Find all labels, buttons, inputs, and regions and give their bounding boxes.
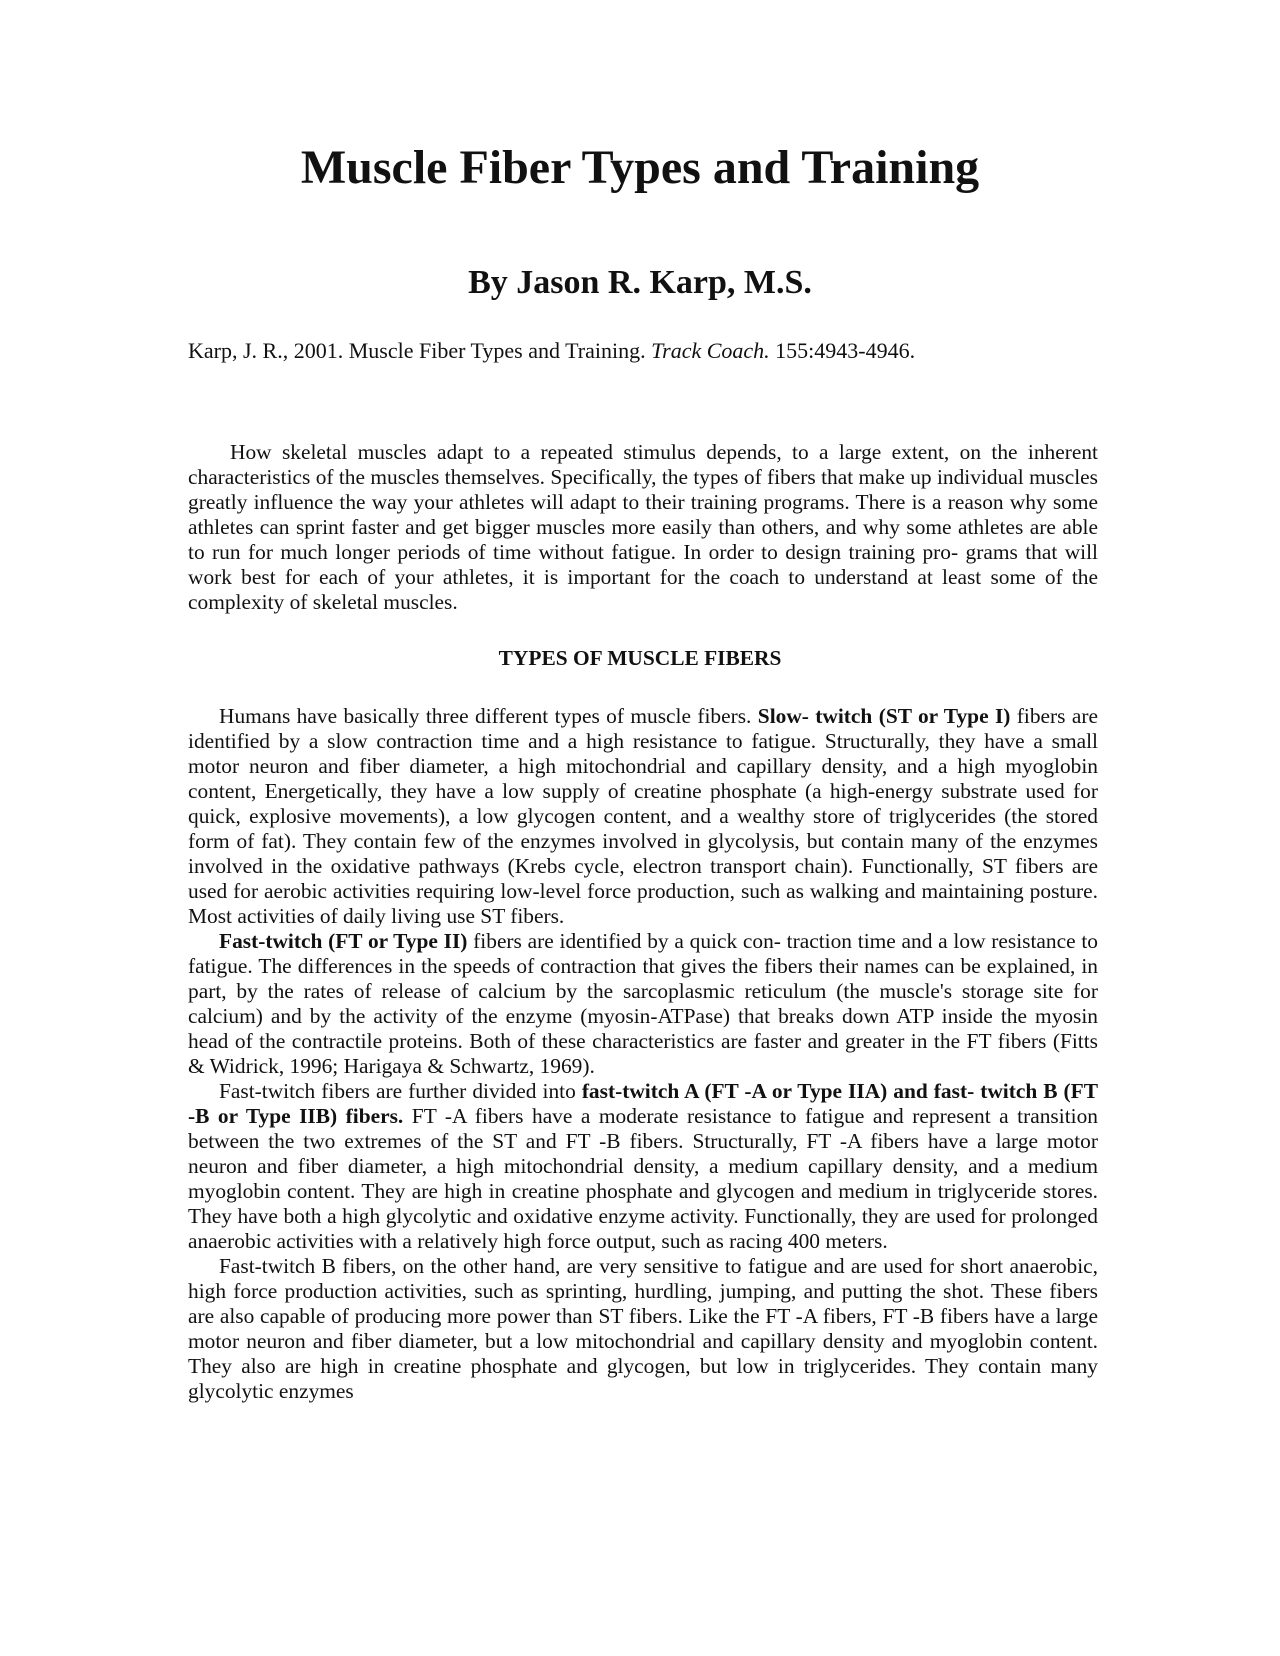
section-heading: TYPES OF MUSCLE FIBERS xyxy=(498,646,782,670)
paragraph-st-lead: Humans have basically three different types of muscle fibers. xyxy=(219,704,758,728)
paragraph-ft-rest: fibers are identified by a quick con- traction time and a low resistance to fatigue. The differences in the speeds of contraction that gives the fibers their names can be explained, in part, by the rates of release of calcium by the sarcoplasmic reticulum (the muscle's storage site for calcium) and by the activity of the enzyme (myosin-ATPase) that breaks down ATP inside the myosin head of the contractile proteins. Both of these characteristics are faster and greater in the FT fibers (Fitts & Widrick, 1996; Harigaya & Schwartz, 1969). xyxy=(188,929,1098,1078)
paragraph-fta-lead: Fast-twitch fibers are further divided into xyxy=(219,1079,582,1103)
body-paragraphs xyxy=(188,704,1098,1404)
citation xyxy=(188,338,915,364)
citation-prefix: Karp, J. R., 2001. Muscle Fiber Types and Training. xyxy=(188,338,652,363)
term-fast-twitch-subtypes: fast-twitch A (FT -A or Type IIA) and fast- twitch B (FT -B or Type IIB) fibers. xyxy=(188,1079,1098,1128)
paragraph-slow-twitch xyxy=(188,704,1098,929)
author-byline: By Jason R. Karp, M.S. xyxy=(468,264,812,301)
paragraph-fast-twitch xyxy=(188,929,1098,1079)
paragraph-fast-twitch-a xyxy=(188,1079,1098,1254)
paragraph-fast-twitch-b xyxy=(188,1254,1098,1404)
citation-journal: Track Coach. xyxy=(651,338,770,363)
term-slow-twitch: Slow- twitch (ST or Type I) xyxy=(757,704,1011,728)
citation-suffix: 155:4943-4946. xyxy=(769,338,916,363)
paragraph-fta-rest: FT -A fibers have a moderate resistance to fatigue and represent a transition between the two extremes of the ST and FT -B fibers. Structurally, FT -A fibers have a large motor neuron and fiber diameter, a high mitochondrial density, a medium capillary density, and a medium myoglobin content. They are high in creatine phosphate and glycogen and medium in triglyceride stores. They have both a high glycolytic and oxidative enzyme activity. Functionally, they are used for prolonged anaerobic activities with a relatively high force output, such as racing 400 meters. xyxy=(188,1104,1098,1253)
term-fast-twitch: Fast-twitch (FT or Type II) xyxy=(219,929,468,953)
paragraph-st-rest: fibers are identified by a slow contraction time and a high resistance to fatigue. Structurally, they have a small motor neuron and fiber diameter, a high mitochondrial and capillary density, and a high myoglobin content, Energetically, they have a low supply of creatine phosphate (a high-energy substrate used for quick, explosive movements), a low glycogen content, and a wealthy store of triglycerides (the stored form of fat). They contain few of the enzymes involved in glycolysis, but contain many of the enzymes involved in the oxidative pathways (Krebs cycle, electron transport chain). Functionally, ST fibers are used for aerobic activities requiring low-level force production, such as walking and maintaining posture. Most activities of daily living use ST fibers. xyxy=(188,704,1098,928)
intro-paragraph: How skeletal muscles adapt to a repeated stimulus depends, to a large extent, on the inherent characteristics of the muscles themselves. Specifically, the types of fibers that make up individual muscles greatly influence the way your athletes will adapt to their training programs. There is a reason why some athletes can sprint faster and get bigger muscles more easily than others, and why some athletes are able to run for much longer periods of time without fatigue. In order to design training pro- grams that will work best for each of your athletes, it is important for the coach to understand at least some of the complexity of skeletal muscles. xyxy=(188,440,1098,614)
document-title: Muscle Fiber Types and Training xyxy=(300,141,980,194)
paragraph-ftb-text: Fast-twitch B fibers, on the other hand, are very sensitive to fatigue and are used for short anaerobic, high force production activities, such as sprinting, hurdling, jumping, and putting the shot. These fibers are also capable of producing more power than ST fibers. Like the FT -A fibers, FT -B fibers have a large motor neuron and fiber diameter, but a low mitochondrial and capillary density and myoglobin content. They also are high in creatine phosphate and glycogen, but low in triglycerides. They contain many glycolytic enzymes xyxy=(188,1254,1098,1403)
